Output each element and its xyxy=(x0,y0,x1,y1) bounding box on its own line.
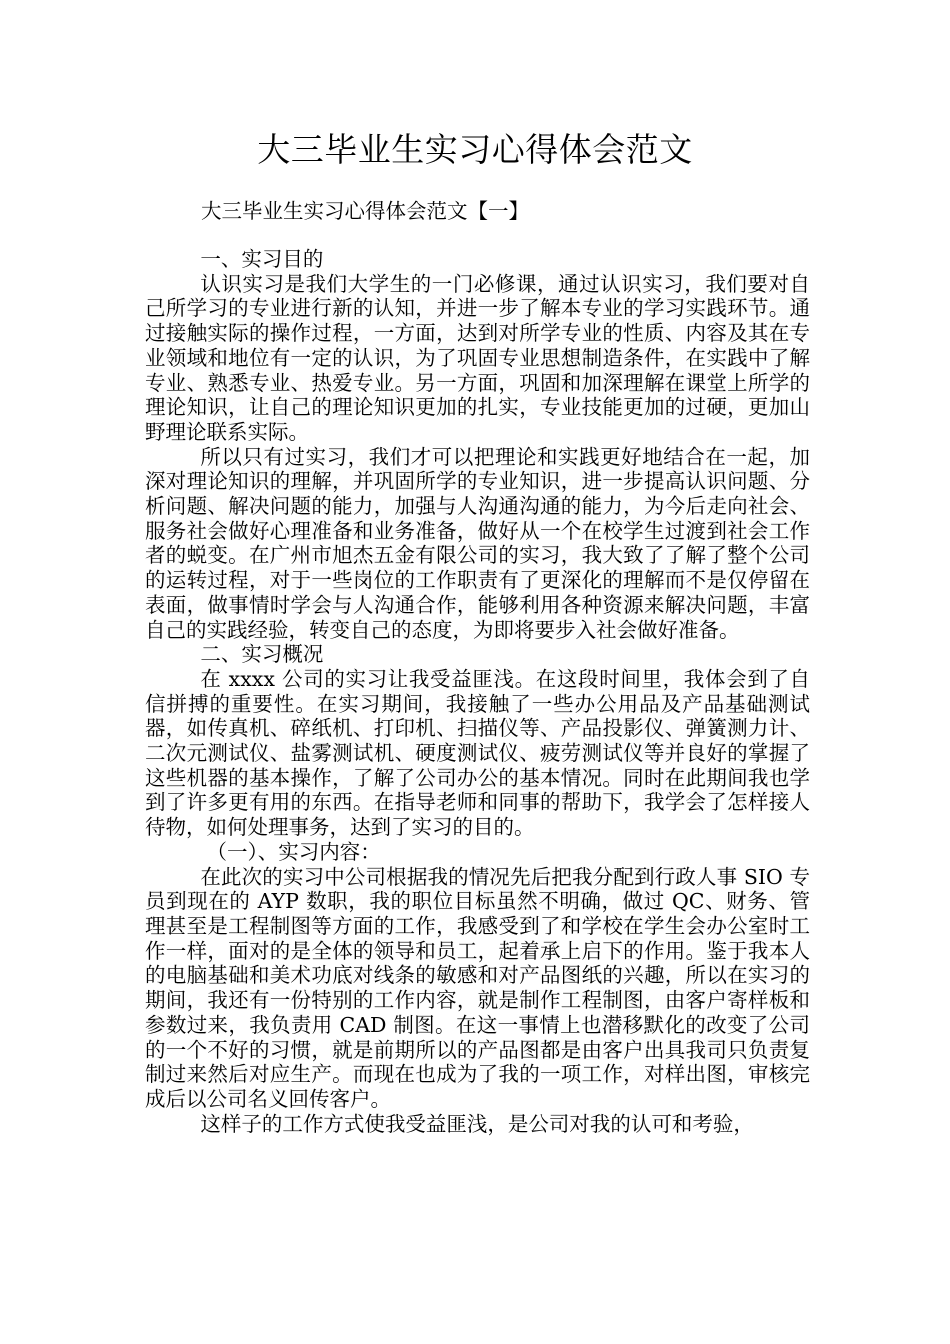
document-subtitle: 大三毕业生实习心得体会范文【一】 xyxy=(201,199,529,223)
paragraph: 在此次的实习中公司根据我的情况先后把我分配到行政人事 SIO 专员到现在的 AYP 数职，我的职位目标虽然不明确，做过 QC、财务、管理甚至是工程制图等方面的工作，我感受到了和学校在学生会办公室时工作一样，面对的是全体的领导和员工，起着承上启下的作用。鉴于我本人的电脑基础和美术功底对线条的敏感和对产品图纸的兴趣，所以在实习的期间，我还有一份特别的工作内容，就是制作工程制图，由客户寄样板和参数过来，我负责用 CAD 制图。在这一事情上也潜移默化的改变了公司的一个不好的习惯，就是前期所以的产品图都是由客户出具我司只负责复制过来然后对应生产。而现在也成为了我的一项工作，对样出图，审核完成后以公司名义回传客户。 xyxy=(145,864,810,1111)
paragraph: 这样子的工作方式使我受益匪浅，是公司对我的认可和考验， xyxy=(200,1111,754,1136)
section-heading: 二、实习概况 xyxy=(200,642,324,667)
document-title: 大三毕业生实习心得体会范文 xyxy=(257,130,693,169)
paragraph: 所以只有过实习，我们才可以把理论和实践更好地结合在一起，加深对理论知识的理解，并巩固所学的专业知识，进一步提高认识问题、分析问题、解决问题的能力，加强与人沟通沟通的能力，为今后走向社会、服务社会做好心理准备和业务准备，做好从一个在校学生过渡到社会工作者的蜕变。在广州市旭杰五金有限公司的实习，我大致了了解了整个公司的运转过程，对于一些岗位的工作职责有了更深化的理解而不是仅停留在表面，做事情时学会与人沟通合作，能够利用各种资源来解决问题，丰富自己的实践经验，转变自己的态度，为即将要步入社会做好准备。 xyxy=(145,444,810,642)
document-body xyxy=(145,247,810,1136)
paragraph: 认识实习是我们大学生的一门必修课，通过认识实习，我们要对自己所学习的专业进行新的认知，并进一步了解本专业的学习实践环节。通过接触实际的操作过程，一方面，达到对所学专业的性质、内容及其在专业领域和地位有一定的认识，为了巩固专业思想制造条件，在实践中了解专业、熟悉专业、热爱专业。另一方面，巩固和加深理解在课堂上所学的理论知识，让自己的理论知识更加的扎实，专业技能更加的过硬，更加山野理论联系实际。 xyxy=(145,271,810,444)
section-heading: 一、实习目的 xyxy=(200,247,324,271)
subsection-heading: （一）、实习内容： xyxy=(206,839,381,864)
paragraph: 在 xxxx 公司的实习让我受益匪浅。在这段时间里，我体会到了自信拼搏的重要性。在实习期间，我接触了一些办公用品及产品基础测试器，如传真机、碎纸机、打印机、扫描仪等、产品投影仪、弹簧测力计、二次元测试仪、盐雾测试机、硬度测试仪、疲劳测试仪等并良好的掌握了这些机器的基本操作，了解了公司办公的基本情况。同时在此期间我也学到了许多更有用的东西。在指导老师和同事的帮助下，我学会了怎样接人待物，如何处理事务，达到了实习的目的。 xyxy=(145,666,810,840)
